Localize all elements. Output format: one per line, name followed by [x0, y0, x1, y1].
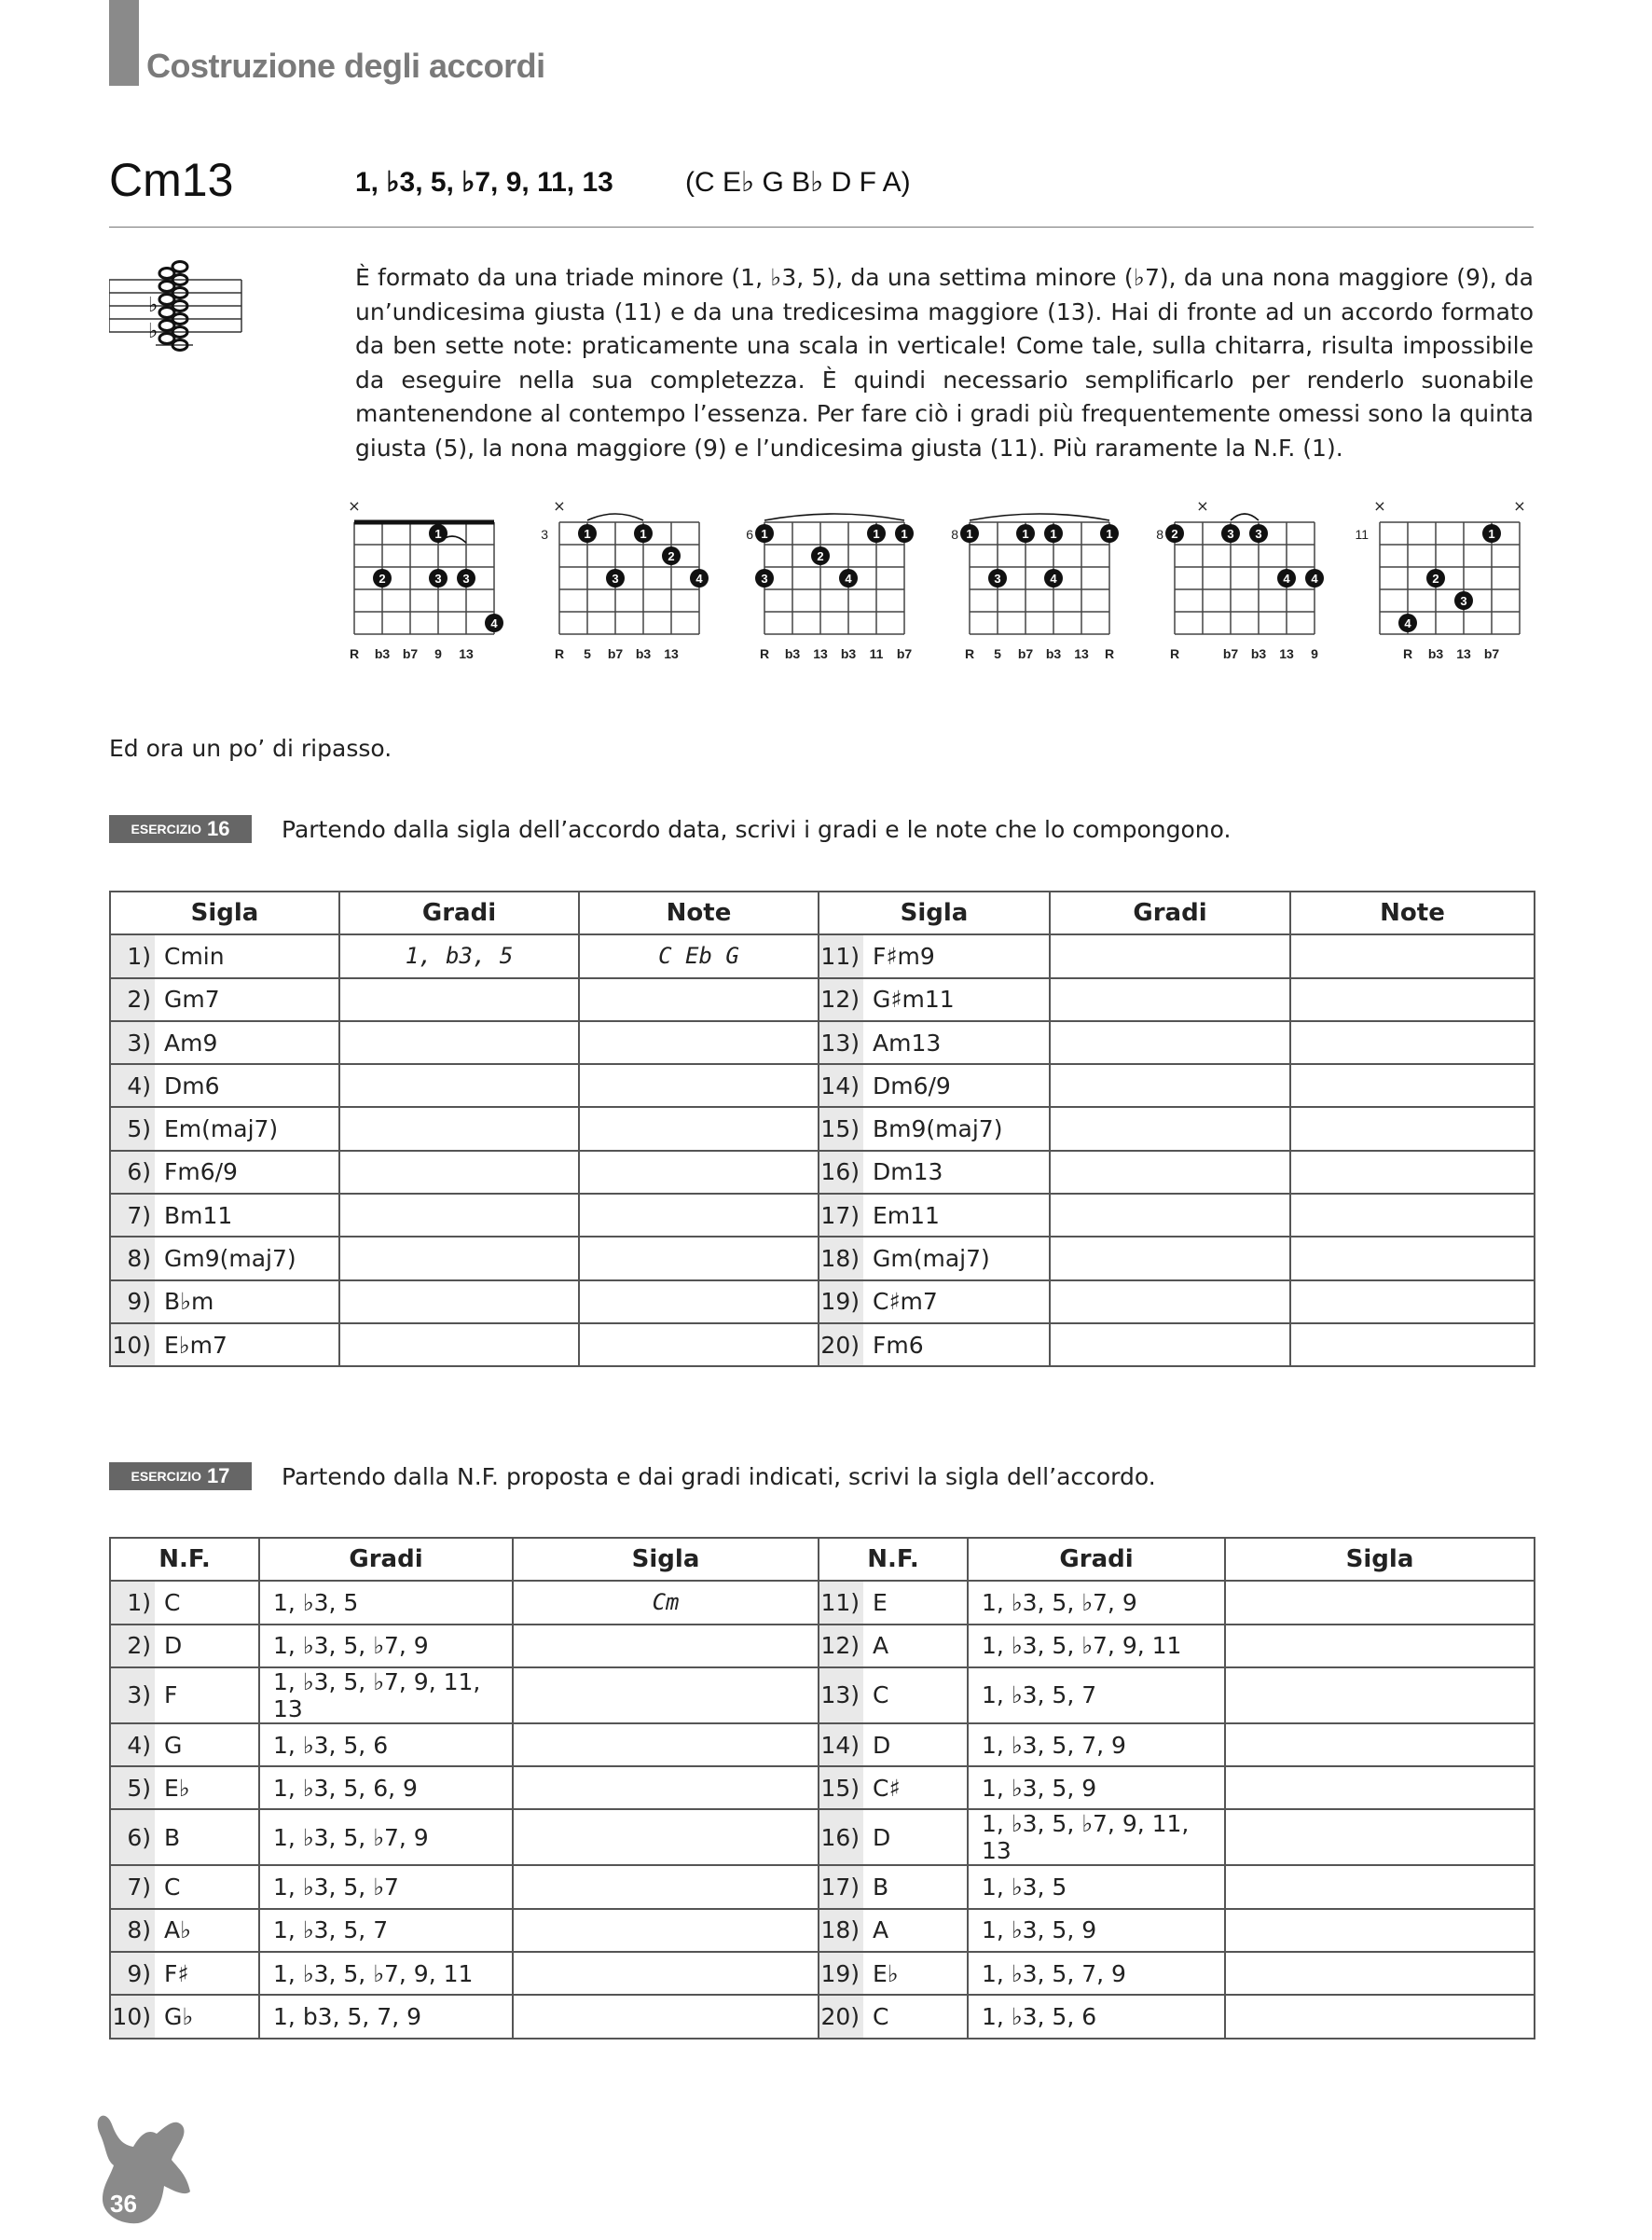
chord-symbol-answer[interactable]: [513, 1723, 819, 1766]
row-number: 6): [110, 1809, 155, 1865]
table-row: [110, 1995, 1535, 2038]
degree-label: b3: [784, 646, 801, 661]
table-row: [110, 1151, 1535, 1194]
degree-label: 13: [813, 646, 828, 661]
degrees-answer[interactable]: [1050, 1064, 1290, 1107]
row-number: 8): [110, 1237, 155, 1279]
chord-symbol-answer[interactable]: [1225, 1952, 1535, 1995]
row-number: 18): [819, 1237, 863, 1279]
row-number: 16): [819, 1151, 863, 1194]
heading-rule: [109, 227, 1534, 228]
degrees-answer[interactable]: 1, b3, 5: [339, 934, 579, 977]
finger-number: 4: [1404, 616, 1411, 630]
finger-number: 4: [490, 616, 498, 630]
row-number: 9): [110, 1280, 155, 1323]
finger-number: 3: [1255, 527, 1262, 541]
degree-label: b7: [402, 646, 419, 661]
chord-symbol: Em11: [863, 1194, 1050, 1237]
tie-arc: [970, 514, 1109, 520]
root-note: B: [155, 1809, 259, 1865]
col-header-sigla: Sigla: [513, 1538, 819, 1581]
table-row: [110, 1723, 1535, 1766]
degrees: 1, b3, 5, 7, 9: [259, 1995, 513, 2038]
col-header-note: Note: [579, 892, 819, 934]
degree-label: b3: [840, 646, 857, 661]
chord-symbol-answer[interactable]: [1225, 1625, 1535, 1667]
degrees: 1, ♭3, 5, 7: [968, 1667, 1225, 1723]
notes-answer[interactable]: [1290, 1194, 1535, 1237]
degrees-answer[interactable]: [339, 1107, 579, 1150]
notes-answer[interactable]: [1290, 1107, 1535, 1150]
degree-label: 5: [584, 646, 591, 661]
row-number: 11): [819, 934, 863, 977]
chord-symbol-answer[interactable]: [513, 1995, 819, 2038]
degree-label: R: [759, 646, 770, 661]
degrees-answer[interactable]: [1050, 1151, 1290, 1194]
row-number: 19): [819, 1280, 863, 1323]
degrees: 1, ♭3, 5, 9: [968, 1909, 1225, 1952]
degrees: 1, ♭3, 5, 6, 9: [259, 1766, 513, 1809]
muted-string-icon: ×: [1373, 497, 1386, 515]
degrees-answer[interactable]: [339, 1237, 579, 1279]
notes-answer[interactable]: C Eb G: [579, 934, 819, 977]
notes-answer[interactable]: [1290, 1021, 1535, 1064]
row-number: 7): [110, 1865, 155, 1908]
row-number: 10): [110, 1995, 155, 2038]
row-number: 14): [819, 1723, 863, 1766]
degrees: 1, ♭3, 5, 9: [968, 1766, 1225, 1809]
row-number: 11): [819, 1581, 863, 1624]
finger-number: 3: [612, 572, 619, 586]
table-row: [110, 1194, 1535, 1237]
chord-symbol-answer[interactable]: [1225, 1909, 1535, 1952]
row-number: 16): [819, 1809, 863, 1865]
degrees: 1, ♭3, 5, 6: [968, 1995, 1225, 2038]
notes-answer[interactable]: [579, 1237, 819, 1279]
chord-symbol-answer[interactable]: [1225, 1581, 1535, 1624]
chord-symbol-answer[interactable]: Cm: [513, 1581, 819, 1624]
notes-answer[interactable]: [579, 1323, 819, 1366]
degree-label: b7: [896, 646, 913, 661]
degrees: 1, ♭3, 5, ♭7, 9: [259, 1625, 513, 1667]
degree-label: 13: [459, 646, 474, 661]
finger-number: 4: [695, 572, 703, 586]
exercise-label: ESERCIZIO: [131, 822, 201, 837]
notes-answer[interactable]: [579, 1064, 819, 1107]
root-note: E♭: [155, 1766, 259, 1809]
review-intro: Ed ora un po’ di ripasso.: [109, 735, 392, 762]
finger-number: 3: [434, 572, 442, 586]
col-header-sigla: Sigla: [1225, 1538, 1535, 1581]
finger-number: 1: [761, 527, 768, 541]
row-number: 2): [110, 1625, 155, 1667]
degrees: 1, ♭3, 5: [259, 1581, 513, 1624]
finger-number: 1: [966, 527, 973, 541]
row-number: 12): [819, 978, 863, 1021]
degrees: 1, ♭3, 5, ♭7, 9: [259, 1809, 513, 1865]
degrees: 1, ♭3, 5, 6: [259, 1723, 513, 1766]
chord-notes: (C E♭ G B♭ D F A): [685, 167, 911, 198]
staff-notation: [109, 254, 249, 356]
row-number: 3): [110, 1667, 155, 1723]
degrees: 1, ♭3, 5, 7, 9: [968, 1952, 1225, 1995]
table-row: [110, 1667, 1535, 1723]
degree-label: 9: [1311, 646, 1318, 661]
col-header-gradi: Gradi: [259, 1538, 513, 1581]
degree-label: 13: [1074, 646, 1089, 661]
chord-symbol: E♭m7: [155, 1323, 339, 1366]
degrees: 1, ♭3, 5, ♭7, 9, 11: [259, 1952, 513, 1995]
root-note: A♭: [155, 1909, 259, 1952]
row-number: 15): [819, 1107, 863, 1150]
degree-label: b3: [1045, 646, 1062, 661]
notes-answer[interactable]: [1290, 934, 1535, 977]
table-row: [110, 934, 1535, 977]
degrees: 1, ♭3, 5: [968, 1865, 1225, 1908]
tie-arc: [764, 514, 904, 520]
finger-number: 1: [1022, 527, 1029, 541]
degree-label: 9: [434, 646, 442, 661]
row-number: 5): [110, 1107, 155, 1150]
degree-label: R: [964, 646, 975, 661]
row-number: 13): [819, 1021, 863, 1064]
col-header-nf: N.F.: [110, 1538, 259, 1581]
row-number: 4): [110, 1064, 155, 1107]
degree-label: b7: [1483, 646, 1500, 661]
chord-symbol-answer[interactable]: [513, 1865, 819, 1908]
notes-answer[interactable]: [579, 978, 819, 1021]
row-number: 20): [819, 1323, 863, 1366]
root-note: A: [863, 1625, 968, 1667]
degrees-answer[interactable]: [339, 1280, 579, 1323]
finger-number: 2: [817, 549, 824, 563]
degrees: 1, ♭3, 5, 7: [259, 1909, 513, 1952]
finger-number: 2: [1171, 527, 1178, 541]
finger-number: 1: [1488, 527, 1495, 541]
chord-symbol: F♯m9: [863, 934, 1050, 977]
exercise-16-badge: [109, 815, 252, 843]
col-header-gradi: Gradi: [968, 1538, 1225, 1581]
chord-symbol-answer[interactable]: [513, 1766, 819, 1809]
root-note: D: [863, 1723, 968, 1766]
root-note: E♭: [863, 1952, 968, 1995]
muted-string-icon: ×: [348, 497, 361, 515]
row-number: 8): [110, 1909, 155, 1952]
degree-label: b3: [1250, 646, 1267, 661]
row-number: 1): [110, 934, 155, 977]
degree-label: R: [349, 646, 360, 661]
fret-number: 6: [746, 527, 753, 542]
exercise-number: 17: [206, 1464, 230, 1487]
degrees-answer[interactable]: [1050, 978, 1290, 1021]
chord-symbol-answer[interactable]: [1225, 1766, 1535, 1809]
root-note: C♯: [863, 1766, 968, 1809]
chord-symbol: Dm6: [155, 1064, 339, 1107]
degree-label: b3: [374, 646, 391, 661]
degree-label: 13: [1456, 646, 1471, 661]
degree-label: R: [554, 646, 565, 661]
muted-string-icon: ×: [553, 497, 566, 515]
notes-answer[interactable]: [579, 1151, 819, 1194]
degrees: 1, ♭3, 5, ♭7, 9, 11, 13: [259, 1667, 513, 1723]
finger-number: 4: [1050, 572, 1057, 586]
degrees: 1, ♭3, 5, ♭7: [259, 1865, 513, 1908]
row-number: 7): [110, 1194, 155, 1237]
finger-number: 2: [1432, 572, 1439, 586]
notes-answer[interactable]: [1290, 978, 1535, 1021]
degrees-answer[interactable]: [1050, 934, 1290, 977]
muted-string-icon: ×: [1513, 497, 1526, 515]
chord-symbol: Fm6/9: [155, 1151, 339, 1194]
chord-symbol: Em(maj7): [155, 1107, 339, 1150]
degree-label: R: [1104, 646, 1115, 661]
degree-label: R: [1402, 646, 1413, 661]
row-number: 9): [110, 1952, 155, 1995]
root-note: D: [155, 1625, 259, 1667]
exercise-16-instruction: Partendo dalla sigla dell’accordo data, scrivi i gradi e le note che lo compongono.: [282, 816, 1232, 843]
exercise-number: 16: [206, 817, 230, 840]
row-number: 1): [110, 1581, 155, 1624]
degrees-answer[interactable]: [339, 1021, 579, 1064]
table-row: [110, 1581, 1535, 1624]
chord-symbol-answer[interactable]: [1225, 1723, 1535, 1766]
chord-symbol: B♭m: [155, 1280, 339, 1323]
col-header-sigla: Sigla: [819, 892, 1050, 934]
chord-symbol-answer[interactable]: [513, 1952, 819, 1995]
fret-number: 3: [541, 527, 548, 542]
root-note: F♯: [155, 1952, 259, 1995]
row-number: 12): [819, 1625, 863, 1667]
degrees: 1, ♭3, 5, ♭7, 9: [968, 1581, 1225, 1624]
row-number: 20): [819, 1995, 863, 2038]
degree-label: 13: [664, 646, 679, 661]
exercise-17-instruction: Partendo dalla N.F. proposta e dai gradi indicati, scrivi la sigla dell’accordo.: [282, 1463, 1156, 1490]
chord-symbol: Fm6: [863, 1323, 1050, 1366]
notes-answer[interactable]: [579, 1021, 819, 1064]
root-note: G♭: [155, 1995, 259, 2038]
finger-number: 1: [901, 527, 908, 541]
chord-formula: 1, ♭3, 5, ♭7, 9, 11, 13: [355, 167, 613, 198]
degrees-answer[interactable]: [339, 1323, 579, 1366]
row-number: 5): [110, 1766, 155, 1809]
table-row: [110, 1809, 1535, 1865]
exercise-17-badge: [109, 1462, 252, 1490]
chord-symbol-answer[interactable]: [1225, 1667, 1535, 1723]
finger-number: 4: [1311, 572, 1318, 586]
finger-number: 1: [1106, 527, 1113, 541]
notes-answer[interactable]: [1290, 1237, 1535, 1279]
root-note: F: [155, 1667, 259, 1723]
row-number: 3): [110, 1021, 155, 1064]
row-number: 18): [819, 1909, 863, 1952]
row-number: 17): [819, 1865, 863, 1908]
notes-answer[interactable]: [1290, 1151, 1535, 1194]
notes-answer[interactable]: [579, 1107, 819, 1150]
finger-number: 1: [584, 527, 591, 541]
header-bar: [109, 0, 139, 86]
chord-diagrams: [336, 492, 1548, 693]
exercise-17-table: [109, 1537, 1535, 2040]
finger-number: 3: [462, 572, 470, 586]
finger-number: 3: [1227, 527, 1234, 541]
root-note: C: [863, 1995, 968, 2038]
fret-number: 11: [1355, 527, 1369, 542]
col-header-nf: N.F.: [819, 1538, 968, 1581]
muted-string-icon: ×: [1196, 497, 1209, 515]
chord-symbol: Gm(maj7): [863, 1237, 1050, 1279]
degrees-answer[interactable]: [339, 1064, 579, 1107]
exercise-label: ESERCIZIO: [131, 1469, 201, 1484]
degree-label: 5: [994, 646, 1001, 661]
fret-number: 8: [1156, 527, 1163, 542]
degree-label: b3: [635, 646, 652, 661]
chord-description: È formato da una triade minore (1, ♭3, 5), da una settima minore (♭7), da una nona maggiore (9), da un’undicesima giusta (11) e da una tredicesima maggiore (13). Hai di fronte ad un accordo formato da ben sette note: praticamente una scala in verticale! Come tale, sulla chitarra, risulta impossibile da eseguire nella sua completezza. È quindi necessario semplificarlo per renderlo suonabile mantenendone al contempo l’essenza. Per fare ciò i gradi più frequentemente omessi sono la quinta giusta (5), la nona maggiore (9) e l’undicesima giusta (11). Più raramente la N.F. (1).: [355, 264, 1534, 462]
col-header-sigla: Sigla: [110, 892, 339, 934]
root-note: A: [863, 1909, 968, 1952]
degrees-answer[interactable]: [1050, 1021, 1290, 1064]
root-note: C: [155, 1581, 259, 1624]
chord-symbol-answer[interactable]: [1225, 1865, 1535, 1908]
col-header-note: Note: [1290, 892, 1535, 934]
degrees-answer[interactable]: [339, 1194, 579, 1237]
degrees-answer[interactable]: [1050, 1237, 1290, 1279]
degrees-answer[interactable]: [1050, 1323, 1290, 1366]
degrees-answer[interactable]: [339, 978, 579, 1021]
chord-name: Cm13: [109, 154, 234, 206]
chord-symbol: Am13: [863, 1021, 1050, 1064]
degree-label: 11: [869, 646, 884, 661]
degree-label: b7: [607, 646, 624, 661]
row-number: 10): [110, 1323, 155, 1366]
chord-symbol-answer[interactable]: [513, 1667, 819, 1723]
finger-number: 3: [1460, 594, 1467, 608]
mascot-logo: [82, 2108, 203, 2229]
page-number: 36: [110, 2190, 137, 2218]
table-row: [110, 978, 1535, 1021]
table-row: [110, 1909, 1535, 1952]
finger-number: 1: [1050, 527, 1057, 541]
table-row: [110, 1280, 1535, 1323]
root-note: C: [863, 1667, 968, 1723]
chord-symbol-answer[interactable]: [513, 1809, 819, 1865]
degrees: 1, ♭3, 5, ♭7, 9, 11, 13: [968, 1809, 1225, 1865]
degrees-answer[interactable]: [339, 1151, 579, 1194]
chord-symbol: Dm6/9: [863, 1064, 1050, 1107]
root-note: D: [863, 1809, 968, 1865]
notes-answer[interactable]: [1290, 1064, 1535, 1107]
table-row: [110, 1625, 1535, 1667]
fret-number: 8: [951, 527, 958, 542]
chord-symbol: Bm11: [155, 1194, 339, 1237]
table-row: [110, 1323, 1535, 1366]
row-number: 4): [110, 1723, 155, 1766]
table-row: [110, 1064, 1535, 1107]
finger-number: 3: [761, 572, 768, 586]
table-row: [110, 1237, 1535, 1279]
degree-label: b7: [1222, 646, 1239, 661]
col-header-gradi: Gradi: [1050, 892, 1290, 934]
table-row: [110, 1766, 1535, 1809]
root-note: B: [863, 1865, 968, 1908]
exercise-16-table: [109, 891, 1535, 1367]
finger-number: 4: [1283, 572, 1290, 586]
finger-number: 3: [994, 572, 1001, 586]
row-number: 13): [819, 1667, 863, 1723]
degrees-answer[interactable]: [1050, 1194, 1290, 1237]
degree-label: 13: [1279, 646, 1294, 661]
chord-symbol: C♯m7: [863, 1280, 1050, 1323]
table-row: [110, 1021, 1535, 1064]
root-note: C: [155, 1865, 259, 1908]
tie-arc: [1231, 514, 1259, 520]
degrees: 1, ♭3, 5, 7, 9: [968, 1723, 1225, 1766]
chord-symbol-answer[interactable]: [1225, 1995, 1535, 2038]
notes-answer[interactable]: [1290, 1280, 1535, 1323]
chord-symbol-answer[interactable]: [513, 1909, 819, 1952]
finger-number: 1: [873, 527, 880, 541]
root-note: G: [155, 1723, 259, 1766]
root-note: E: [863, 1581, 968, 1624]
row-number: 6): [110, 1151, 155, 1194]
tie-arc: [587, 514, 643, 520]
chord-symbol: Cmin: [155, 934, 339, 977]
row-number: 14): [819, 1064, 863, 1107]
table-row: [110, 1107, 1535, 1150]
degrees: 1, ♭3, 5, ♭7, 9, 11: [968, 1625, 1225, 1667]
chord-symbol: Bm9(maj7): [863, 1107, 1050, 1150]
degree-label: b3: [1427, 646, 1444, 661]
degrees-answer[interactable]: [1050, 1280, 1290, 1323]
notes-answer[interactable]: [1290, 1323, 1535, 1366]
finger-number: 4: [845, 572, 852, 586]
degree-label: R: [1169, 646, 1180, 661]
finger-number: 2: [379, 572, 386, 586]
row-number: 17): [819, 1194, 863, 1237]
chord-symbol: Dm13: [863, 1151, 1050, 1194]
finger-number: 1: [640, 527, 647, 541]
row-number: 2): [110, 978, 155, 1021]
degrees-answer[interactable]: [1050, 1107, 1290, 1150]
degree-label: b7: [1017, 646, 1034, 661]
chord-symbol-answer[interactable]: [513, 1625, 819, 1667]
finger-number: 2: [668, 549, 675, 563]
finger-number: 1: [434, 527, 442, 541]
section-title: Costruzione degli accordi: [146, 47, 545, 85]
table-row: [110, 1952, 1535, 1995]
notes-answer[interactable]: [579, 1280, 819, 1323]
chord-symbol: Am9: [155, 1021, 339, 1064]
chord-symbol: G♯m11: [863, 978, 1050, 1021]
chord-symbol-answer[interactable]: [1225, 1809, 1535, 1865]
chord-symbol: Gm9(maj7): [155, 1237, 339, 1279]
row-number: 19): [819, 1952, 863, 1995]
svg-text:♭: ♭: [148, 294, 158, 317]
notes-answer[interactable]: [579, 1194, 819, 1237]
chord-symbol: Gm7: [155, 978, 339, 1021]
col-header-gradi: Gradi: [339, 892, 579, 934]
row-number: 15): [819, 1766, 863, 1809]
svg-text:♭: ♭: [148, 320, 158, 343]
table-row: [110, 1865, 1535, 1908]
